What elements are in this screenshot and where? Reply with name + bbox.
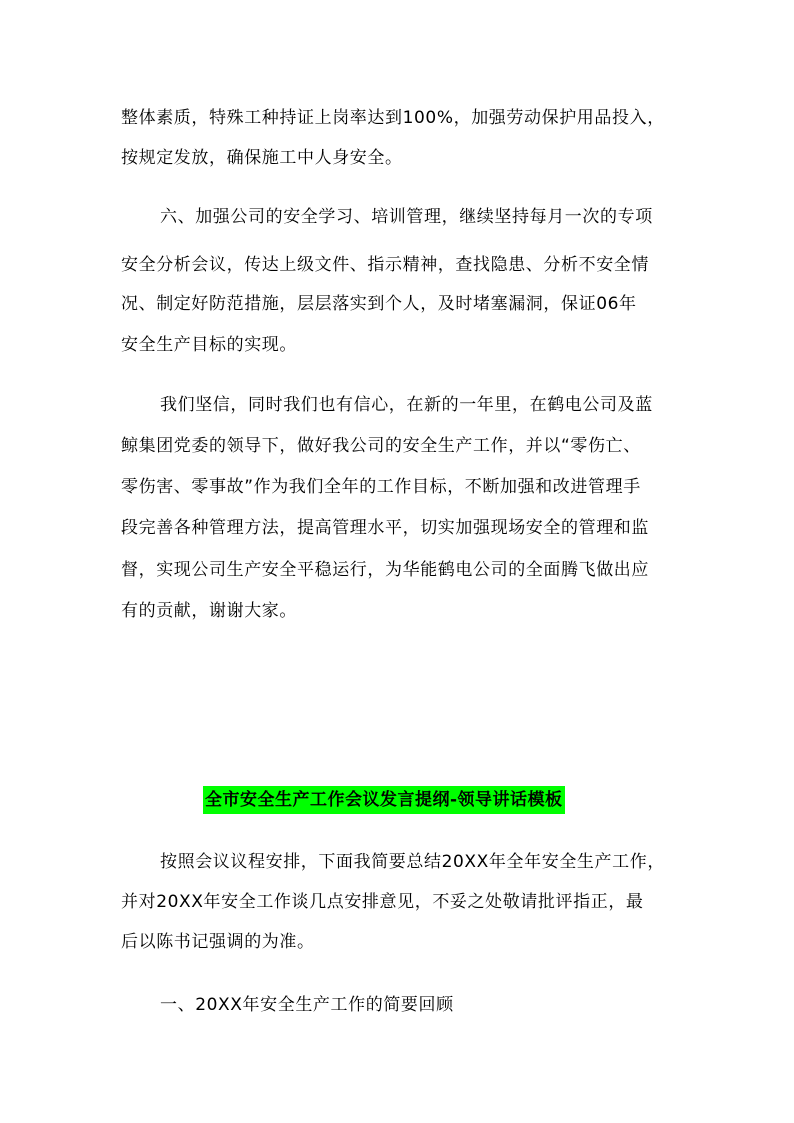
opening-line: 按照会议议程安排，下面我简要总结20XX年全年安全生产工作， bbox=[160, 852, 665, 872]
subheading: 一、20XX年安全生产工作的简要回顾 bbox=[160, 995, 454, 1015]
section6-line: 安全生产目标的实现。 bbox=[121, 335, 297, 355]
intro-line: 整体素质，特殊工种持证上岗率达到100%，加强劳动保护用品投入， bbox=[121, 108, 665, 128]
closing-line: 有的贡献，谢谢大家。 bbox=[121, 601, 297, 621]
closing-line: 我们坚信，同时我们也有信心，在新的一年里，在鹤电公司及蓝 bbox=[160, 395, 653, 415]
opening-line: 并对20XX年安全工作谈几点安排意见，不妥之处敬请批评指正，最 bbox=[121, 892, 644, 912]
closing-line: 零伤害、零事故”作为我们全年的工作目标，不断加强和改进管理手 bbox=[121, 477, 641, 497]
section6-line: 况、制定好防范措施，层层落实到个人，及时堵塞漏洞，保证06年 bbox=[121, 294, 637, 314]
section6-line: 六、加强公司的安全学习、培训管理，继续坚持每月一次的专项 bbox=[160, 207, 653, 227]
opening-line: 后以陈书记强调的为准。 bbox=[121, 932, 315, 952]
closing-line: 督，实现公司生产安全平稳运行，为华能鹤电公司的全面腾飞做出应 bbox=[121, 560, 649, 580]
closing-line: 鲸集团党委的领导下，做好我公司的安全生产工作，并以“零伤亡、 bbox=[121, 436, 641, 456]
section6-line: 安全分析会议，传达上级文件、指示精神，查找隐患、分析不安全情 bbox=[121, 255, 649, 275]
intro-line: 按规定发放，确保施工中人身安全。 bbox=[121, 148, 403, 168]
section-heading-highlighted: 全市安全生产工作会议发言提纲-领导讲话模板 bbox=[203, 786, 565, 814]
closing-line: 段完善各种管理方法，提高管理水平，切实加强现场安全的管理和监 bbox=[121, 518, 649, 538]
